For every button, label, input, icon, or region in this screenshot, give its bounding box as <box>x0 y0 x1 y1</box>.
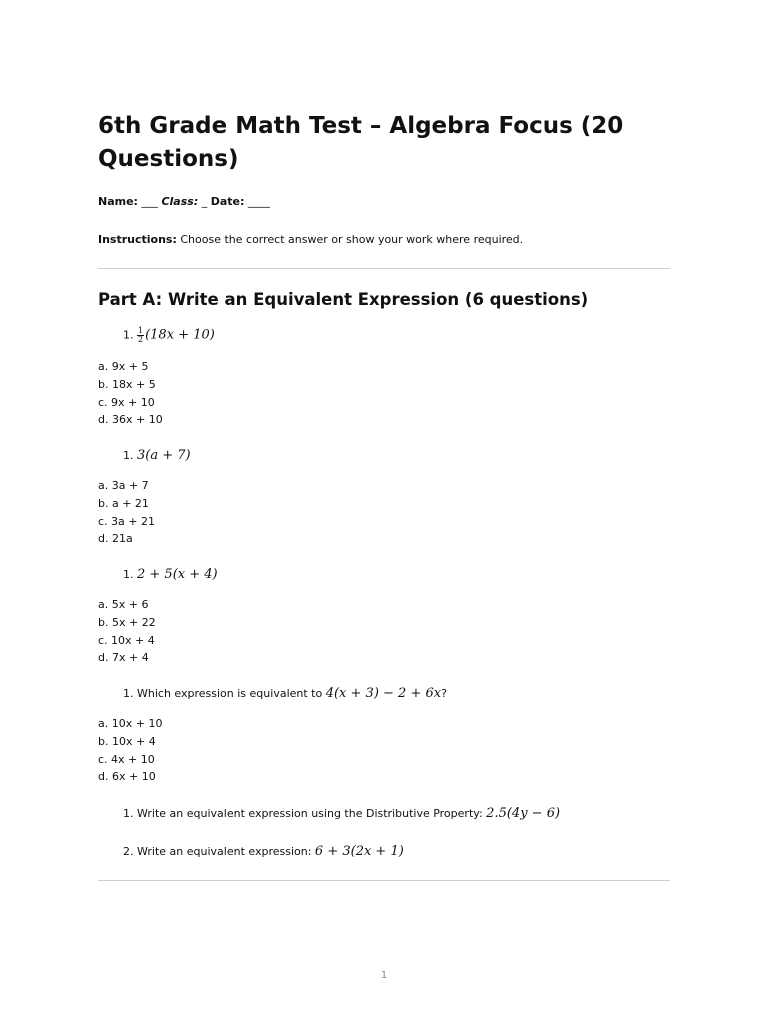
options-4 <box>98 715 162 786</box>
question-number: 2. <box>123 845 134 858</box>
question-prompt: Write an equivalent expression using the Distributive Property: <box>137 807 483 820</box>
fraction <box>137 327 144 344</box>
class-blank: _ <box>201 195 208 208</box>
question-prompt: Write an equivalent expression: <box>137 845 312 858</box>
name-label: Name: <box>98 195 138 208</box>
instructions-label: Instructions: <box>98 233 177 246</box>
question-expression: 6 + 3(2x + 1) <box>314 844 404 859</box>
question-suffix: ? <box>441 687 447 700</box>
class-label: Class: <box>161 195 199 208</box>
option-c: c. 9x + 10 <box>98 395 155 409</box>
question-3 <box>123 567 218 582</box>
options-2 <box>98 477 155 548</box>
question-number: 1. <box>123 449 134 462</box>
question-5 <box>123 806 560 821</box>
question-2 <box>123 448 191 463</box>
option-a: a. 9x + 5 <box>98 360 149 373</box>
name-blank: ___ <box>141 195 158 208</box>
option-c: c. 3a + 21 <box>98 514 155 528</box>
page-number: 1 <box>380 970 388 981</box>
question-6 <box>123 844 404 859</box>
student-info <box>98 195 270 208</box>
date-label: Date: <box>210 195 245 208</box>
option-d: d. 6x + 10 <box>98 770 156 784</box>
question-expression: 4(x + 3) − 2 + 6x <box>325 686 442 701</box>
option-b: b. 18x + 5 <box>98 377 156 391</box>
option-b: b. a + 21 <box>98 496 149 510</box>
option-c: c. 10x + 4 <box>98 633 155 647</box>
question-1 <box>123 327 215 344</box>
part-a-heading: Part A: Write an Equivalent Expression (6 questions) <box>98 290 589 309</box>
question-number: 1. <box>123 807 134 820</box>
instructions-text: Choose the correct answer or show your work where required. <box>180 233 524 246</box>
question-prompt: Which expression is equivalent to <box>137 687 323 700</box>
option-a: a. 5x + 6 <box>98 598 149 611</box>
option-a: a. 10x + 10 <box>98 717 163 730</box>
option-b: b. 5x + 22 <box>98 615 156 629</box>
divider-bottom <box>98 880 670 881</box>
page-title: 6th Grade Math Test – Algebra Focus (20 Questions) <box>98 113 624 172</box>
option-d: d. 21a <box>98 532 133 546</box>
question-number: 1. <box>123 687 134 700</box>
question-number: 1. <box>123 328 134 342</box>
question-4 <box>123 686 447 701</box>
fraction-denominator: 2 <box>138 335 144 344</box>
question-expression: (18x + 10) <box>145 327 215 343</box>
instructions <box>98 233 523 246</box>
option-b: b. 10x + 4 <box>98 734 156 748</box>
question-expression: 2 + 5(x + 4) <box>137 567 218 582</box>
option-d: d. 36x + 10 <box>98 413 163 427</box>
date-blank: ____ <box>247 195 270 208</box>
options-1 <box>98 358 163 429</box>
question-expression: 3(a + 7) <box>137 448 191 463</box>
option-a: a. 3a + 7 <box>98 479 149 492</box>
question-expression: 2.5(4y − 6) <box>486 806 561 821</box>
option-c: c. 4x + 10 <box>98 752 155 766</box>
divider-top <box>98 268 670 269</box>
fraction-numerator: 1 <box>138 326 144 335</box>
option-d: d. 7x + 4 <box>98 651 149 665</box>
options-3 <box>98 596 156 667</box>
question-number: 1. <box>123 568 134 581</box>
